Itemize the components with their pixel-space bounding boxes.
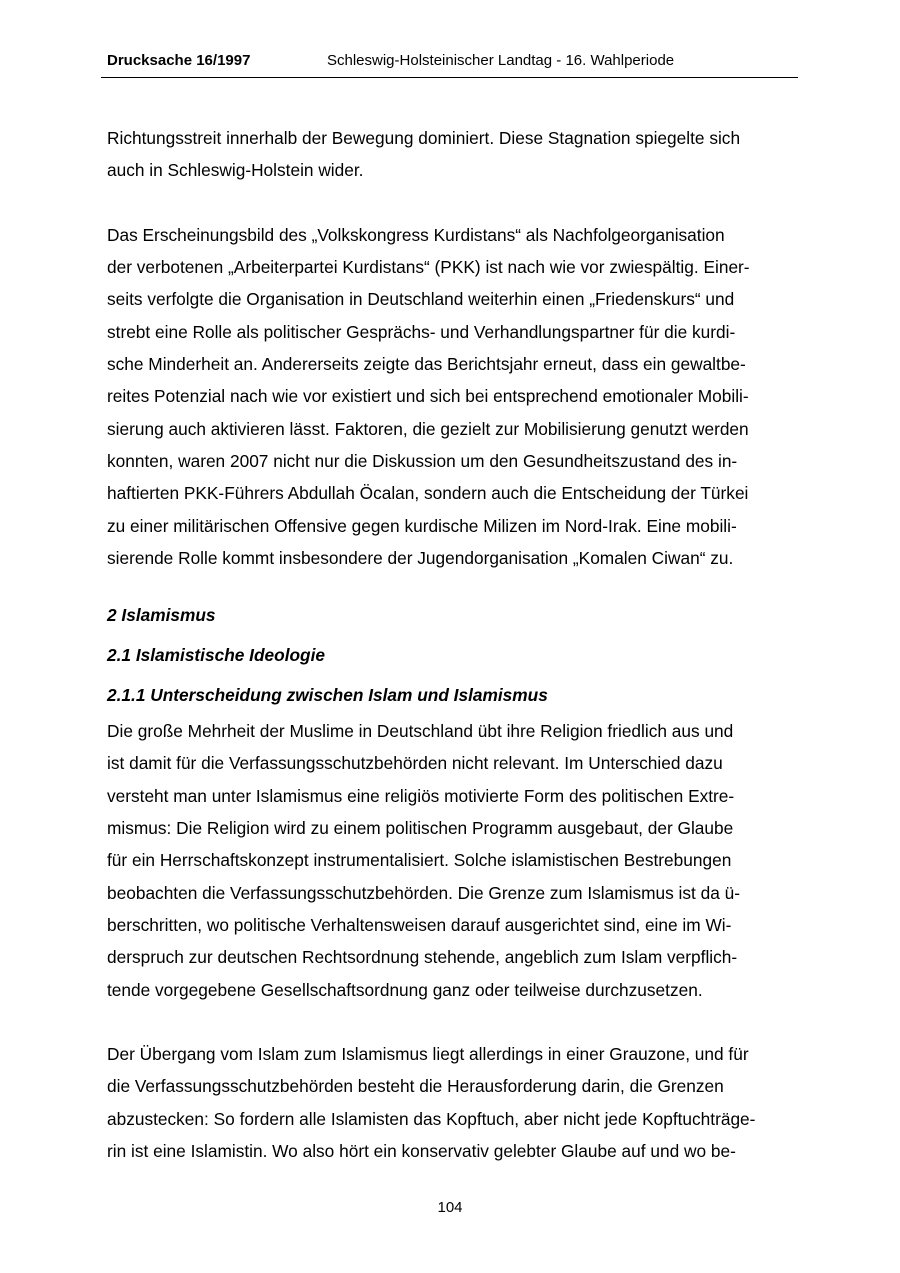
paragraph-kurdish-stagnation	[107, 122, 797, 187]
text-line: Das Erscheinungsbild des „Volkskongress Kurdistans“ als Nachfolgeorganisation	[107, 224, 725, 245]
text-line: derspruch zur deutschen Rechtsordnung stehende, angeblich zum Islam verpflich-	[107, 947, 738, 968]
text-line: für ein Herrschaftskonzept instrumentalisiert. Solche islamistischen Bestrebungen	[107, 850, 732, 871]
heading-islamistische-ideologie: 2.1 Islamistische Ideologie	[107, 645, 326, 666]
text-line: ist damit für die Verfassungsschutzbehörden nicht relevant. Im Unterschied dazu	[107, 753, 723, 774]
text-line: Die große Mehrheit der Muslime in Deutschland übt ihre Religion friedlich aus und	[107, 721, 734, 742]
page-number: 104	[437, 1199, 463, 1216]
text-line: der verbotenen „Arbeiterpartei Kurdistans“ (PKK) ist nach wie vor zwiespältig. Einer-	[107, 257, 750, 278]
text-line: auch in Schleswig-Holstein wider.	[107, 160, 364, 181]
text-line: sche Minderheit an. Andererseits zeigte das Berichtsjahr erneut, dass ein gewaltbe-	[107, 354, 746, 375]
text-line: die Verfassungsschutzbehörden besteht die Herausforderung darin, die Grenzen	[107, 1076, 724, 1097]
text-line: Richtungsstreit innerhalb der Bewegung dominiert. Diese Stagnation spiegelte sich	[107, 128, 741, 148]
text-line: versteht man unter Islamismus eine religiös motivierte Form des politischen Extre-	[107, 785, 735, 806]
text-line: konnten, waren 2007 nicht nur die Diskussion um den Gesundheitszustand des in-	[107, 450, 738, 471]
heading-islamismus: 2 Islamismus	[107, 605, 216, 626]
text-line: Der Übergang vom Islam zum Islamismus liegt allerdings in einer Grauzone, und für	[107, 1044, 749, 1065]
paragraph-volkskongress	[107, 219, 797, 574]
text-line: zu einer militärischen Offensive gegen kurdische Milizen im Nord-Irak. Eine mobili-	[107, 515, 737, 536]
header-divider	[101, 77, 798, 78]
page-body	[107, 122, 797, 1167]
text-line: sierung auch aktivieren lässt. Faktoren, die gezielt zur Mobilisierung genutzt werden	[107, 418, 749, 439]
text-line: beobachten die Verfassungsschutzbehörden. Die Grenze zum Islamismus ist da ü-	[107, 882, 741, 903]
text-line: seits verfolgte die Organisation in Deutschland weiterhin einen „Friedenskurs“ und	[107, 289, 735, 310]
page-header	[107, 52, 797, 74]
parliament-title: Schleswig-Holsteinischer Landtag - 16. Wahlperiode	[327, 52, 675, 69]
paragraph-islam-vs-islamismus	[107, 715, 797, 1006]
heading-unterscheidung: 2.1.1 Unterscheidung zwischen Islam und Islamismus	[107, 685, 548, 706]
text-line: reites Potenzial nach wie vor existiert und sich bei entsprechend emotionaler Mobili-	[107, 386, 749, 407]
document-number: Drucksache 16/1997	[107, 52, 251, 69]
text-line: rin ist eine Islamistin. Wo also hört ein konservativ gelebter Glaube auf und wo be-	[107, 1141, 736, 1162]
text-line: sierende Rolle kommt insbesondere der Jugendorganisation „Komalen Ciwan“ zu.	[107, 547, 734, 568]
text-line: berschritten, wo politische Verhaltensweisen darauf ausgerichtet sind, eine im Wi-	[107, 914, 732, 935]
text-line: haftierten PKK-Führers Abdullah Öcalan, sondern auch die Entscheidung der Türkei	[107, 483, 749, 504]
text-line: abzustecken: So fordern alle Islamisten das Kopftuch, aber nicht jede Kopftuchträge-	[107, 1108, 756, 1129]
text-line: tende vorgegebene Gesellschaftsordnung ganz oder teilweise durchzusetzen.	[107, 979, 703, 1000]
text-line: mismus: Die Religion wird zu einem politischen Programm ausgebaut, der Glaube	[107, 818, 734, 839]
paragraph-grauzone	[107, 1038, 797, 1167]
text-line: strebt eine Rolle als politischer Gesprächs- und Verhandlungspartner für die kurdi-	[107, 321, 736, 342]
